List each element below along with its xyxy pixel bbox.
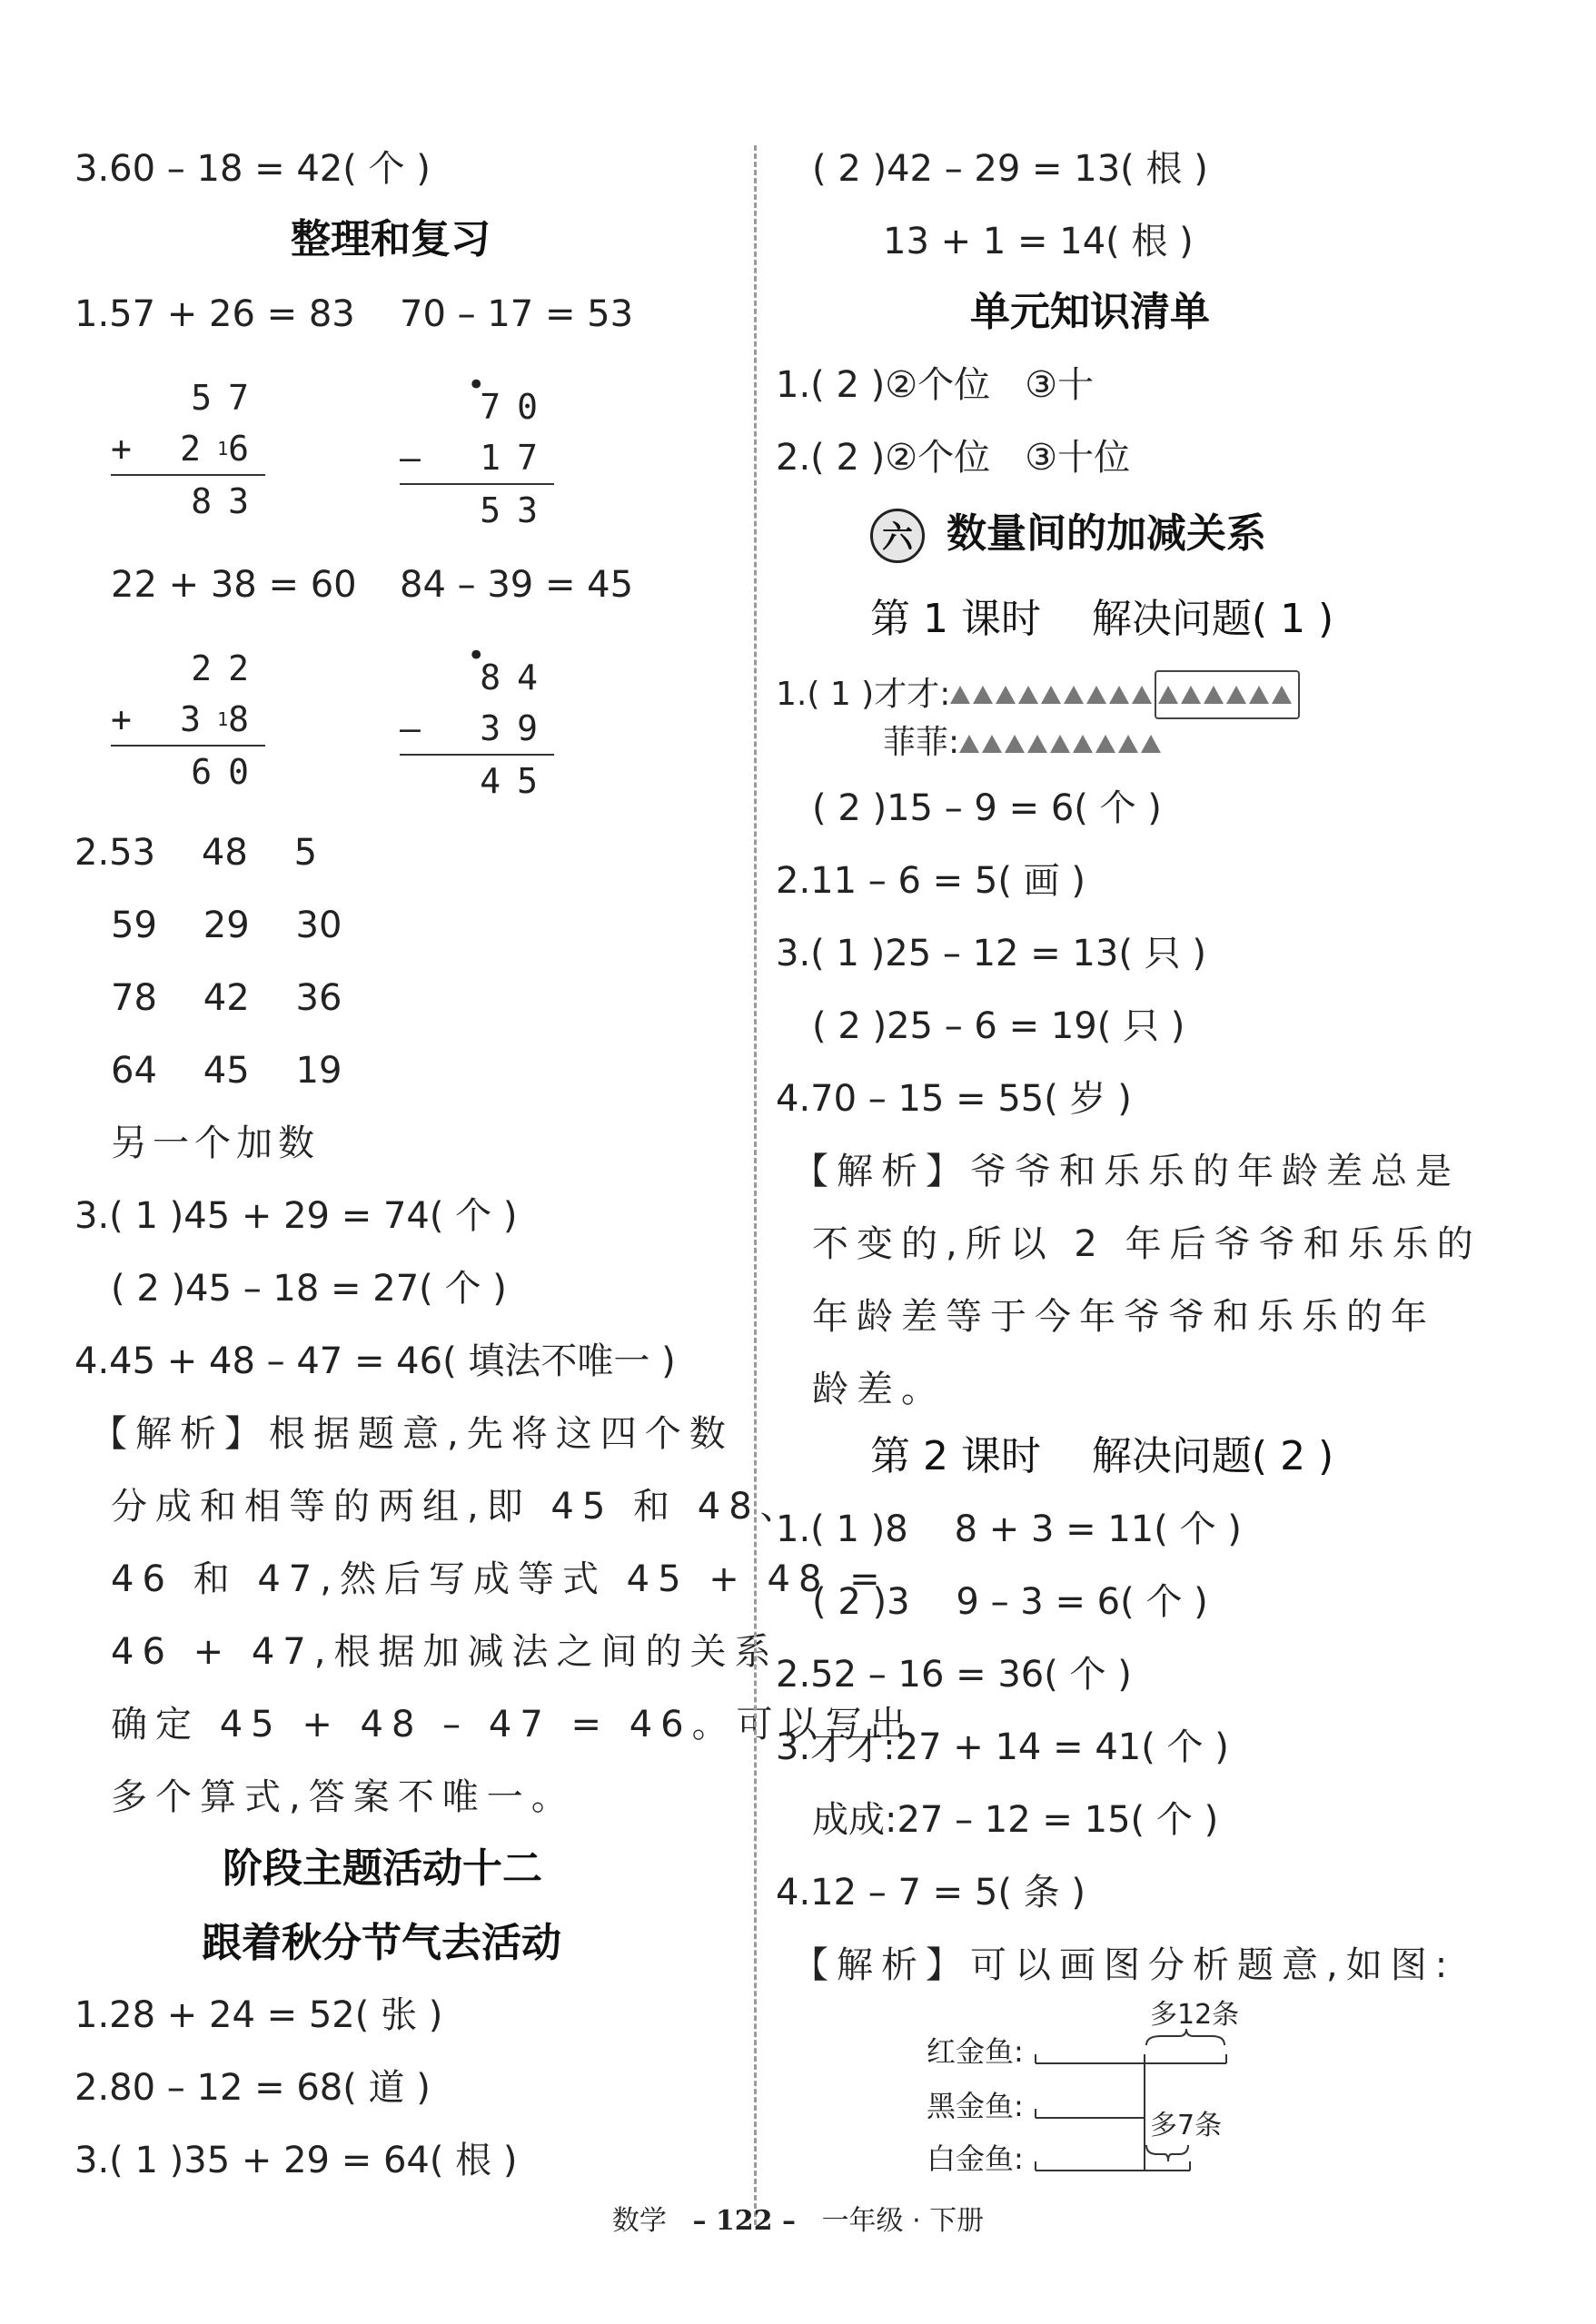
answer-line: 1.28 + 24 = 52( 张 ) bbox=[74, 1994, 443, 2036]
triangle-mark bbox=[1132, 686, 1152, 704]
triangle-mark bbox=[1204, 686, 1224, 704]
lesson-heading: 第 2 课时 解决问题( 2 ) bbox=[870, 1433, 1334, 1479]
unit-heading bbox=[763, 509, 1596, 563]
comparison-diagram bbox=[927, 1998, 1254, 2189]
vc-top: 22 bbox=[191, 648, 265, 688]
vc-top: 57 bbox=[191, 378, 265, 418]
vertical-calculation bbox=[400, 367, 554, 536]
triangle-mark bbox=[982, 735, 1002, 753]
answer-line: 2.80 – 12 = 68( 道 ) bbox=[74, 2067, 431, 2109]
answer-line: 1.( 1 )8 8 + 3 = 11( 个 ) bbox=[776, 1508, 1242, 1550]
footer-subject: 数学 bbox=[611, 2205, 667, 2237]
vertical-calculation bbox=[111, 372, 265, 527]
explanation-line: 【解析】可以画图分析题意,如图: bbox=[792, 1944, 1456, 1986]
triangle-row-feifei bbox=[959, 721, 1164, 765]
vertical-calculation bbox=[111, 643, 265, 797]
triangle-mark bbox=[1005, 735, 1025, 753]
answer-line: 59 29 30 bbox=[111, 905, 342, 946]
lesson-heading: 第 1 课时 解决问题( 1 ) bbox=[870, 596, 1334, 642]
answer-line: 1.57 + 26 = 83 bbox=[74, 293, 355, 335]
answer-line: 64 45 19 bbox=[111, 1050, 342, 1092]
page-number: – 122 – bbox=[692, 2205, 796, 2237]
triangle-mark bbox=[1109, 686, 1129, 704]
page-footer bbox=[0, 2198, 1596, 2238]
answer-line: 2.11 – 6 = 5( 画 ) bbox=[776, 860, 1085, 902]
answer-line: ( 2 )42 – 29 = 13( 根 ) bbox=[812, 148, 1208, 190]
vc-top: • 70 bbox=[467, 367, 554, 427]
answer-line: 3.60 – 18 = 42( 个 ) bbox=[74, 148, 431, 190]
answer-line: 2.( 2 )②个位 ③十位 bbox=[776, 437, 1131, 479]
vc-bottom: – 39 bbox=[400, 708, 554, 748]
explanation-line: 不变的,所以 2 年后爷爷和乐乐的 bbox=[812, 1223, 1482, 1265]
answer-line: 成成:27 – 12 = 15( 个 ) bbox=[812, 1799, 1219, 1841]
vc-bottom: + 216 bbox=[111, 429, 265, 469]
label-more12: 多12条 bbox=[1150, 1999, 1240, 2031]
vc-bottom: – 17 bbox=[400, 438, 554, 478]
triangle-mark bbox=[1027, 735, 1047, 753]
boxed-triangle-group bbox=[1155, 670, 1300, 719]
triangle-mark bbox=[1181, 686, 1201, 704]
explanation-line: 分成和相等的两组,即 45 和 48、 bbox=[111, 1486, 805, 1528]
triangle-mark bbox=[1272, 686, 1292, 704]
triangle-mark bbox=[1226, 686, 1246, 704]
brace-more7 bbox=[1146, 2145, 1188, 2161]
section-heading: 阶段主题活动十二 bbox=[223, 1845, 542, 1892]
answer-line: 4.12 – 7 = 5( 条 ) bbox=[776, 1872, 1085, 1914]
triangle-mark bbox=[1095, 735, 1115, 753]
explanation-line: 龄差。 bbox=[812, 1369, 946, 1410]
explanation-line: 多个算式,答案不唯一。 bbox=[111, 1776, 576, 1818]
triangle-mark bbox=[1064, 686, 1084, 704]
unit-title: 数量间的加减关系 bbox=[947, 510, 1266, 557]
vc-top: • 84 bbox=[467, 638, 554, 697]
answer-line: 3.( 1 )25 – 12 = 13( 只 ) bbox=[776, 933, 1206, 974]
triangle-mark bbox=[1086, 686, 1106, 704]
answer-line: ( 2 )45 – 18 = 27( 个 ) bbox=[111, 1268, 507, 1310]
vc-result: 45 bbox=[400, 754, 554, 806]
section-heading: 单元知识清单 bbox=[970, 289, 1210, 335]
vertical-calculation bbox=[400, 638, 554, 806]
label-white-fish: 白金鱼: bbox=[927, 2141, 1024, 2176]
explanation-line: 确定 45 + 48 – 47 = 46。可以写出 bbox=[111, 1704, 915, 1745]
answer-line: 3.( 1 )35 + 29 = 64( 根 ) bbox=[74, 2140, 518, 2181]
answer-line: ( 2 )25 – 6 = 19( 只 ) bbox=[812, 1005, 1185, 1047]
triangle-mark bbox=[1050, 735, 1070, 753]
triangle-mark bbox=[1118, 735, 1138, 753]
triangle-mark bbox=[996, 686, 1016, 704]
vc-result: 83 bbox=[111, 474, 265, 527]
column-divider bbox=[754, 145, 757, 2225]
answer-line: 2.53 48 5 bbox=[74, 832, 318, 874]
triangle-mark bbox=[1249, 686, 1269, 704]
triangle-mark bbox=[1041, 686, 1061, 704]
answer-line: 3.才才:27 + 14 = 41( 个 ) bbox=[776, 1726, 1229, 1768]
label-black-fish: 黑金鱼: bbox=[927, 2089, 1024, 2123]
section-heading: 跟着秋分节气去活动 bbox=[202, 1920, 561, 1966]
section-heading: 整理和复习 bbox=[291, 216, 491, 262]
explanation-line: 【解析】根据题意,先将这四个数 bbox=[91, 1413, 734, 1455]
answer-line: 3.( 1 )45 + 29 = 74( 个 ) bbox=[74, 1195, 518, 1237]
vc-result: 60 bbox=[111, 745, 265, 797]
triangle-mark bbox=[1073, 735, 1093, 753]
explanation-line: 【解析】爷爷和乐乐的年龄差总是 bbox=[792, 1151, 1460, 1192]
triangle-mark bbox=[1158, 686, 1178, 704]
brace-more12 bbox=[1146, 2029, 1224, 2045]
explanation-line: 年龄差等于今年爷爷和乐乐的年 bbox=[812, 1296, 1435, 1338]
answer-line: 70 – 17 = 53 bbox=[400, 293, 634, 335]
label-more7: 多7条 bbox=[1150, 2110, 1223, 2141]
answer-line: ( 2 )15 – 9 = 6( 个 ) bbox=[812, 787, 1162, 829]
explanation-line: 46 + 47,根据加减法之间的关系 bbox=[111, 1631, 779, 1673]
footer-grade: 一年级 · 下册 bbox=[821, 2205, 985, 2237]
answer-line: 78 42 36 bbox=[111, 977, 342, 1019]
triangle-mark bbox=[973, 686, 993, 704]
answer-line: 13 + 1 = 14( 根 ) bbox=[883, 221, 1194, 262]
answer-line: 4.45 + 48 – 47 = 46( 填法不唯一 ) bbox=[74, 1340, 676, 1382]
answer-line: 菲菲: bbox=[883, 719, 1164, 765]
triangle-mark bbox=[959, 735, 979, 753]
explanation-line: 46 和 47,然后写成等式 45 + 48 = bbox=[111, 1558, 888, 1600]
answer-line: 4.70 – 15 = 55( 岁 ) bbox=[776, 1078, 1132, 1120]
label-red-fish: 红金鱼: bbox=[927, 2034, 1024, 2069]
answer-line: 2.52 – 16 = 36( 个 ) bbox=[776, 1654, 1132, 1696]
triangle-row-caicai bbox=[950, 670, 1300, 719]
triangle-mark bbox=[1141, 735, 1161, 753]
answer-line: 1.( 1 )才才: bbox=[776, 670, 1300, 719]
answer-line: 另一个加数 bbox=[111, 1122, 320, 1164]
answer-line: ( 2 )3 9 – 3 = 6( 个 ) bbox=[812, 1581, 1208, 1623]
answer-line: 1.( 2 )②个位 ③十 bbox=[776, 364, 1095, 406]
answer-line: 22 + 38 = 60 bbox=[111, 564, 357, 606]
answer-line: 84 – 39 = 45 bbox=[400, 564, 634, 606]
triangle-mark bbox=[950, 686, 970, 704]
triangle-mark bbox=[1018, 686, 1038, 704]
vc-bottom: + 318 bbox=[111, 699, 265, 739]
unit-number-badge: 六 bbox=[870, 509, 925, 563]
vc-result: 53 bbox=[400, 483, 554, 536]
